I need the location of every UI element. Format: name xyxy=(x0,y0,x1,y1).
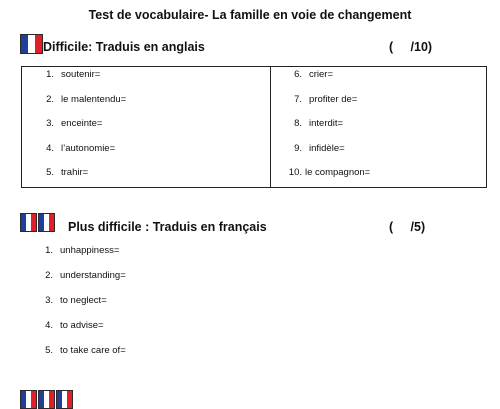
table-divider xyxy=(270,67,271,187)
item-number: 5. xyxy=(46,167,54,178)
list-item xyxy=(286,167,370,178)
item-number: 10. xyxy=(288,167,302,178)
list-item xyxy=(286,118,343,129)
item-text: le compagnon= xyxy=(305,167,371,178)
item-number: 2. xyxy=(46,94,54,105)
item-number: 3. xyxy=(45,295,53,306)
french-flag-icon xyxy=(20,34,43,54)
item-text: trahir= xyxy=(61,167,89,178)
page-title: Test de vocabulaire- La famille en voie de changement xyxy=(88,8,412,22)
list-item xyxy=(286,143,345,154)
french-flags-pair xyxy=(20,213,55,232)
item-number: 4. xyxy=(46,143,54,154)
item-number: 4. xyxy=(45,320,53,331)
list-item xyxy=(37,320,104,331)
item-text: le malentendu= xyxy=(61,94,127,105)
item-number: 5. xyxy=(45,345,53,356)
item-number: 2. xyxy=(45,270,53,281)
section1-heading: Difficile: Traduis en anglais xyxy=(43,40,205,54)
item-number: 3. xyxy=(46,118,54,129)
list-item xyxy=(286,94,357,105)
item-text: to take care of= xyxy=(60,345,126,356)
list-item xyxy=(286,69,333,80)
item-text: to neglect= xyxy=(60,295,107,306)
item-text: crier= xyxy=(309,69,334,80)
item-text: infidèle= xyxy=(309,143,345,154)
item-number: 1. xyxy=(46,69,54,80)
list-item xyxy=(38,69,100,80)
list-item xyxy=(37,295,107,306)
item-text: profiter de= xyxy=(309,94,358,105)
item-text: enceinte= xyxy=(61,118,103,129)
list-item xyxy=(38,143,115,154)
list-item xyxy=(37,345,126,356)
french-flag-icon xyxy=(20,213,37,232)
item-text: l’autonomie= xyxy=(61,143,116,154)
item-number: 6. xyxy=(294,69,302,80)
list-item xyxy=(38,94,126,105)
item-number: 1. xyxy=(45,245,53,256)
item-number: 9. xyxy=(294,143,302,154)
item-text: unhappiness= xyxy=(60,245,120,256)
section1-score: ( /10) xyxy=(389,40,433,54)
list-item xyxy=(38,118,102,129)
list-item xyxy=(37,270,126,281)
list-item xyxy=(38,167,88,178)
vocab-table xyxy=(21,66,487,188)
item-number: 7. xyxy=(294,94,302,105)
item-text: to advise= xyxy=(60,320,104,331)
section2-heading: Plus difficile : Traduis en français xyxy=(68,220,267,234)
item-text: interdit= xyxy=(309,118,344,129)
item-text: soutenir= xyxy=(61,69,101,80)
list-item xyxy=(37,245,119,256)
french-flag-icon xyxy=(38,213,55,232)
item-number: 8. xyxy=(294,118,302,129)
section2-score: ( /5) xyxy=(389,220,426,234)
item-text: understanding= xyxy=(60,270,126,281)
